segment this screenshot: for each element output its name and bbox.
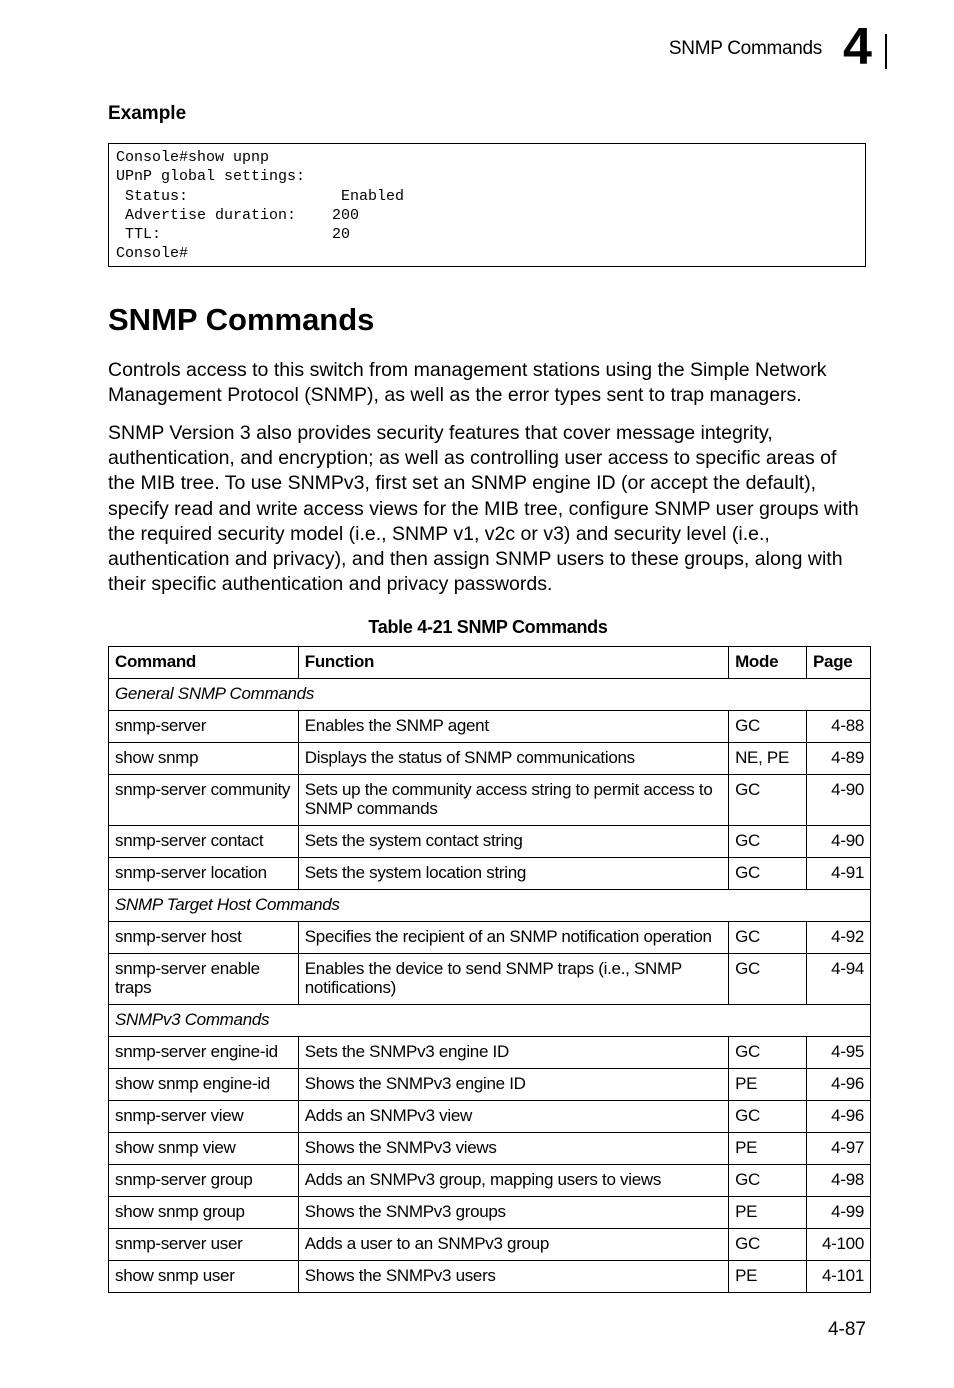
cell-function: Adds a user to an SNMPv3 group: [298, 1229, 728, 1261]
table-row: [109, 775, 871, 826]
cell-mode: GC: [729, 775, 807, 826]
table-section-title: SNMP Target Host Commands: [109, 890, 871, 922]
table-body: [109, 679, 871, 1293]
page-number: 4-87: [827, 1319, 866, 1340]
cell-mode: GC: [729, 1165, 807, 1197]
cell-command: snmp-server location: [109, 858, 299, 890]
cell-command: snmp-server user: [109, 1229, 299, 1261]
cell-mode: GC: [729, 954, 807, 1005]
chapter-marker: [843, 18, 887, 76]
cell-command: snmp-server view: [109, 1101, 299, 1133]
cell-function: Enables the device to send SNMP traps (i.e., SNMP notifications): [298, 954, 728, 1005]
chapter-number: 4: [843, 18, 872, 76]
table-row: [109, 1101, 871, 1133]
cell-mode: PE: [729, 1197, 807, 1229]
chapter-divider: [885, 34, 887, 69]
cell-function: Shows the SNMPv3 groups: [298, 1197, 728, 1229]
column-header-mode: Mode: [729, 647, 807, 679]
table-row: [109, 1261, 871, 1293]
snmp-commands-table: [108, 646, 871, 1293]
table-row: [109, 1037, 871, 1069]
table-row: [109, 711, 871, 743]
table-row: [109, 743, 871, 775]
table-section-title: General SNMP Commands: [109, 679, 871, 711]
table-row: [109, 858, 871, 890]
cell-command: snmp-server engine-id: [109, 1037, 299, 1069]
table-row: [109, 1133, 871, 1165]
cell-function: Adds an SNMPv3 group, mapping users to views: [298, 1165, 728, 1197]
column-header-command: Command: [109, 647, 299, 679]
cell-mode: GC: [729, 1037, 807, 1069]
cell-function: Shows the SNMPv3 engine ID: [298, 1069, 728, 1101]
snmpv3-paragraph: SNMP Version 3 also provides security features that cover message integrity, authentication, and encryption; as well as controlling user access to specific areas of the MIB tree. To use SNMPv3, first set an SNMP engine ID (or accept the default), specify read and write access views for the MIB tree, configure SNMP user groups with the required security model (i.e., SNMP v1, v2c or v3) and security level (i.e., authentication and privacy), and then assign SNMP users to these groups, along with their specific authentication and privacy passwords.: [108, 422, 859, 596]
cell-command: snmp-server: [109, 711, 299, 743]
cell-mode: GC: [729, 1101, 807, 1133]
cell-mode: GC: [729, 711, 807, 743]
table-row: [109, 1069, 871, 1101]
section-title: SNMP Commands: [108, 302, 375, 337]
cell-page: 4-96: [807, 1101, 871, 1133]
cell-mode: GC: [729, 858, 807, 890]
table-section-row: [109, 679, 871, 711]
cell-command: show snmp: [109, 743, 299, 775]
running-header-title: SNMP Commands: [668, 38, 822, 59]
table-row: [109, 826, 871, 858]
cell-page: 4-97: [807, 1133, 871, 1165]
cell-page: 4-90: [807, 826, 871, 858]
cell-mode: GC: [729, 922, 807, 954]
cell-page: 4-101: [807, 1261, 871, 1293]
table-section-title: SNMPv3 Commands: [109, 1005, 871, 1037]
cell-mode: PE: [729, 1261, 807, 1293]
table-header-row: [109, 647, 871, 679]
cell-page: 4-98: [807, 1165, 871, 1197]
cell-page: 4-90: [807, 775, 871, 826]
cell-function: Specifies the recipient of an SNMP notification operation: [298, 922, 728, 954]
table-row: [109, 1197, 871, 1229]
cell-command: snmp-server community: [109, 775, 299, 826]
cell-mode: GC: [729, 1229, 807, 1261]
intro-paragraph: Controls access to this switch from management stations using the Simple Network Management Protocol (SNMP), as well as the error types sent to trap managers.: [108, 359, 827, 407]
table-caption: Table 4-21 SNMP Commands: [368, 617, 608, 637]
table-row: [109, 922, 871, 954]
cell-page: 4-91: [807, 858, 871, 890]
cell-page: 4-95: [807, 1037, 871, 1069]
cell-command: snmp-server enable traps: [109, 954, 299, 1005]
example-heading: Example: [108, 103, 187, 124]
table-section-row: [109, 890, 871, 922]
table-row: [109, 954, 871, 1005]
cell-command: snmp-server host: [109, 922, 299, 954]
table-row: [109, 1165, 871, 1197]
cell-mode: PE: [729, 1069, 807, 1101]
cell-command: snmp-server group: [109, 1165, 299, 1197]
cell-function: Sets up the community access string to permit access to SNMP commands: [298, 775, 728, 826]
cell-function: Sets the system contact string: [298, 826, 728, 858]
cell-page: 4-100: [807, 1229, 871, 1261]
cell-page: 4-92: [807, 922, 871, 954]
cell-command: show snmp group: [109, 1197, 299, 1229]
cell-command: show snmp engine-id: [109, 1069, 299, 1101]
cell-function: Displays the status of SNMP communications: [298, 743, 728, 775]
cell-function: Enables the SNMP agent: [298, 711, 728, 743]
cell-function: Adds an SNMPv3 view: [298, 1101, 728, 1133]
code-example: Console#show upnp UPnP global settings: Status: Enabled Advertise duration: 200 TTL: 20 Console#: [108, 143, 866, 267]
cell-page: 4-88: [807, 711, 871, 743]
table-section-row: [109, 1005, 871, 1037]
cell-page: 4-94: [807, 954, 871, 1005]
column-header-function: Function: [298, 647, 728, 679]
column-header-page: Page: [807, 647, 871, 679]
cell-command: show snmp view: [109, 1133, 299, 1165]
cell-mode: GC: [729, 826, 807, 858]
cell-mode: NE, PE: [729, 743, 807, 775]
cell-function: Shows the SNMPv3 users: [298, 1261, 728, 1293]
cell-page: 4-89: [807, 743, 871, 775]
cell-function: Shows the SNMPv3 views: [298, 1133, 728, 1165]
cell-command: snmp-server contact: [109, 826, 299, 858]
cell-page: 4-99: [807, 1197, 871, 1229]
cell-command: show snmp user: [109, 1261, 299, 1293]
table-row: [109, 1229, 871, 1261]
cell-function: Sets the SNMPv3 engine ID: [298, 1037, 728, 1069]
cell-function: Sets the system location string: [298, 858, 728, 890]
cell-page: 4-96: [807, 1069, 871, 1101]
cell-mode: PE: [729, 1133, 807, 1165]
